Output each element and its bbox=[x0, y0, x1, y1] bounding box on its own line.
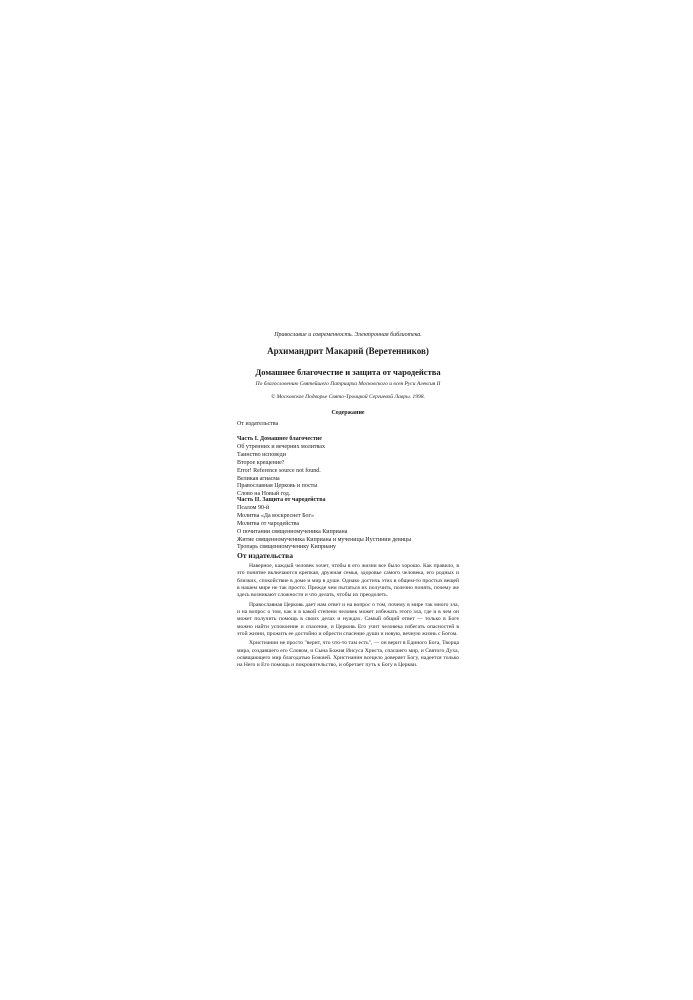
toc-item[interactable]: Молитва от чародейства bbox=[237, 520, 300, 527]
toc-part-1 bbox=[237, 436, 459, 499]
toc-item[interactable]: Слово на Новый год. bbox=[237, 491, 291, 498]
toc-item[interactable]: Православная Церковь и посты bbox=[237, 483, 318, 490]
section-heading: От издательства bbox=[237, 551, 293, 560]
copyright-line: © Московское Подворье Свято-Троицкой Сергиевой Лавры. 1998. bbox=[271, 394, 425, 400]
toc-item[interactable]: Об утренних и вечерних молитвах bbox=[237, 443, 325, 450]
toc-item[interactable]: Житие священномученика Киприана и мученицы Иустинии девицы bbox=[237, 536, 412, 543]
body-paragraph: Православная Церковь дает нам ответ и на вопрос о том, почему в мире так много зла, и на вопрос о том, как и в какой степени человек может избежать этого зла, где и в чем он может получить помощь в своих делах и нуждах. Самый общий ответ — только в Боге можно найти успокоение и спасение, и Церковь Его учит человека избегать опасностей в этой жизни, прожить ее достойно и обрести спасение души и новую, вечную жизнь с Богом. bbox=[237, 601, 459, 637]
body-paragraph: Наверное, каждый человек хочет, чтобы в его жизни все было хорошо. Как правило, в это понятие включаются крепкая, дружная семья, здоровье самого человека, его родных и близких, спокойствие в доме и мир в душе. Однако достичь этих в общем-то простых вещей в нашем мире не так просто. Прежде чем пытаться их получить, полезно понять, почему же здесь возникают сложности и что делать, чтобы их преодолеть. bbox=[237, 563, 459, 599]
author-name: Архимандрит Макарий (Веретенников) bbox=[267, 346, 429, 356]
toc-heading: Содержание bbox=[331, 410, 365, 416]
toc-item[interactable]: Молитва «Да воскреснет Бог» bbox=[237, 512, 315, 519]
toc-part-2 bbox=[237, 497, 459, 552]
body-paragraph: Христианин не просто "верит, что что-то там есть", — он верит в Единого Бога, Творца мира, создавшего его Словом, и Сына Божия Иисуса Христа, спасшего мир, и Святого Духа, освящающего мир благодатью Божией. Христианин всецело доверяет Богу, надеется только на Него и Его помощь и покровительство, и обретает путь к Богу в Церкви. bbox=[237, 640, 459, 669]
toc-item[interactable]: Тропарь священномученику Киприану bbox=[237, 544, 337, 551]
blessing-line: По благословению Святейшего Патриарха Московского и всея Руси Алексия II bbox=[255, 381, 441, 387]
toc-item[interactable]: О почитании священномученика Киприана bbox=[237, 528, 348, 535]
toc-item[interactable]: Второе крещение? bbox=[237, 459, 285, 466]
toc-item[interactable]: Таинство исповеди bbox=[237, 451, 286, 458]
section-body bbox=[237, 563, 459, 672]
toc-item[interactable]: Великая агиасма bbox=[237, 475, 280, 482]
toc-item[interactable]: Error! Reference source not found. bbox=[237, 467, 321, 474]
source-line: Православие и современность. Электронная библиотека. bbox=[274, 332, 422, 338]
toc-item-intro[interactable]: От издательства bbox=[237, 421, 279, 427]
document-title: Домашнее благочестие и защита от чародейства bbox=[255, 367, 441, 377]
toc-item[interactable]: Псалом 90-й bbox=[237, 504, 270, 511]
toc-part-title[interactable]: Часть I. Домашнее благочестие bbox=[237, 436, 322, 442]
toc-part-title[interactable]: Часть II. Защита от чародейства bbox=[237, 497, 326, 503]
